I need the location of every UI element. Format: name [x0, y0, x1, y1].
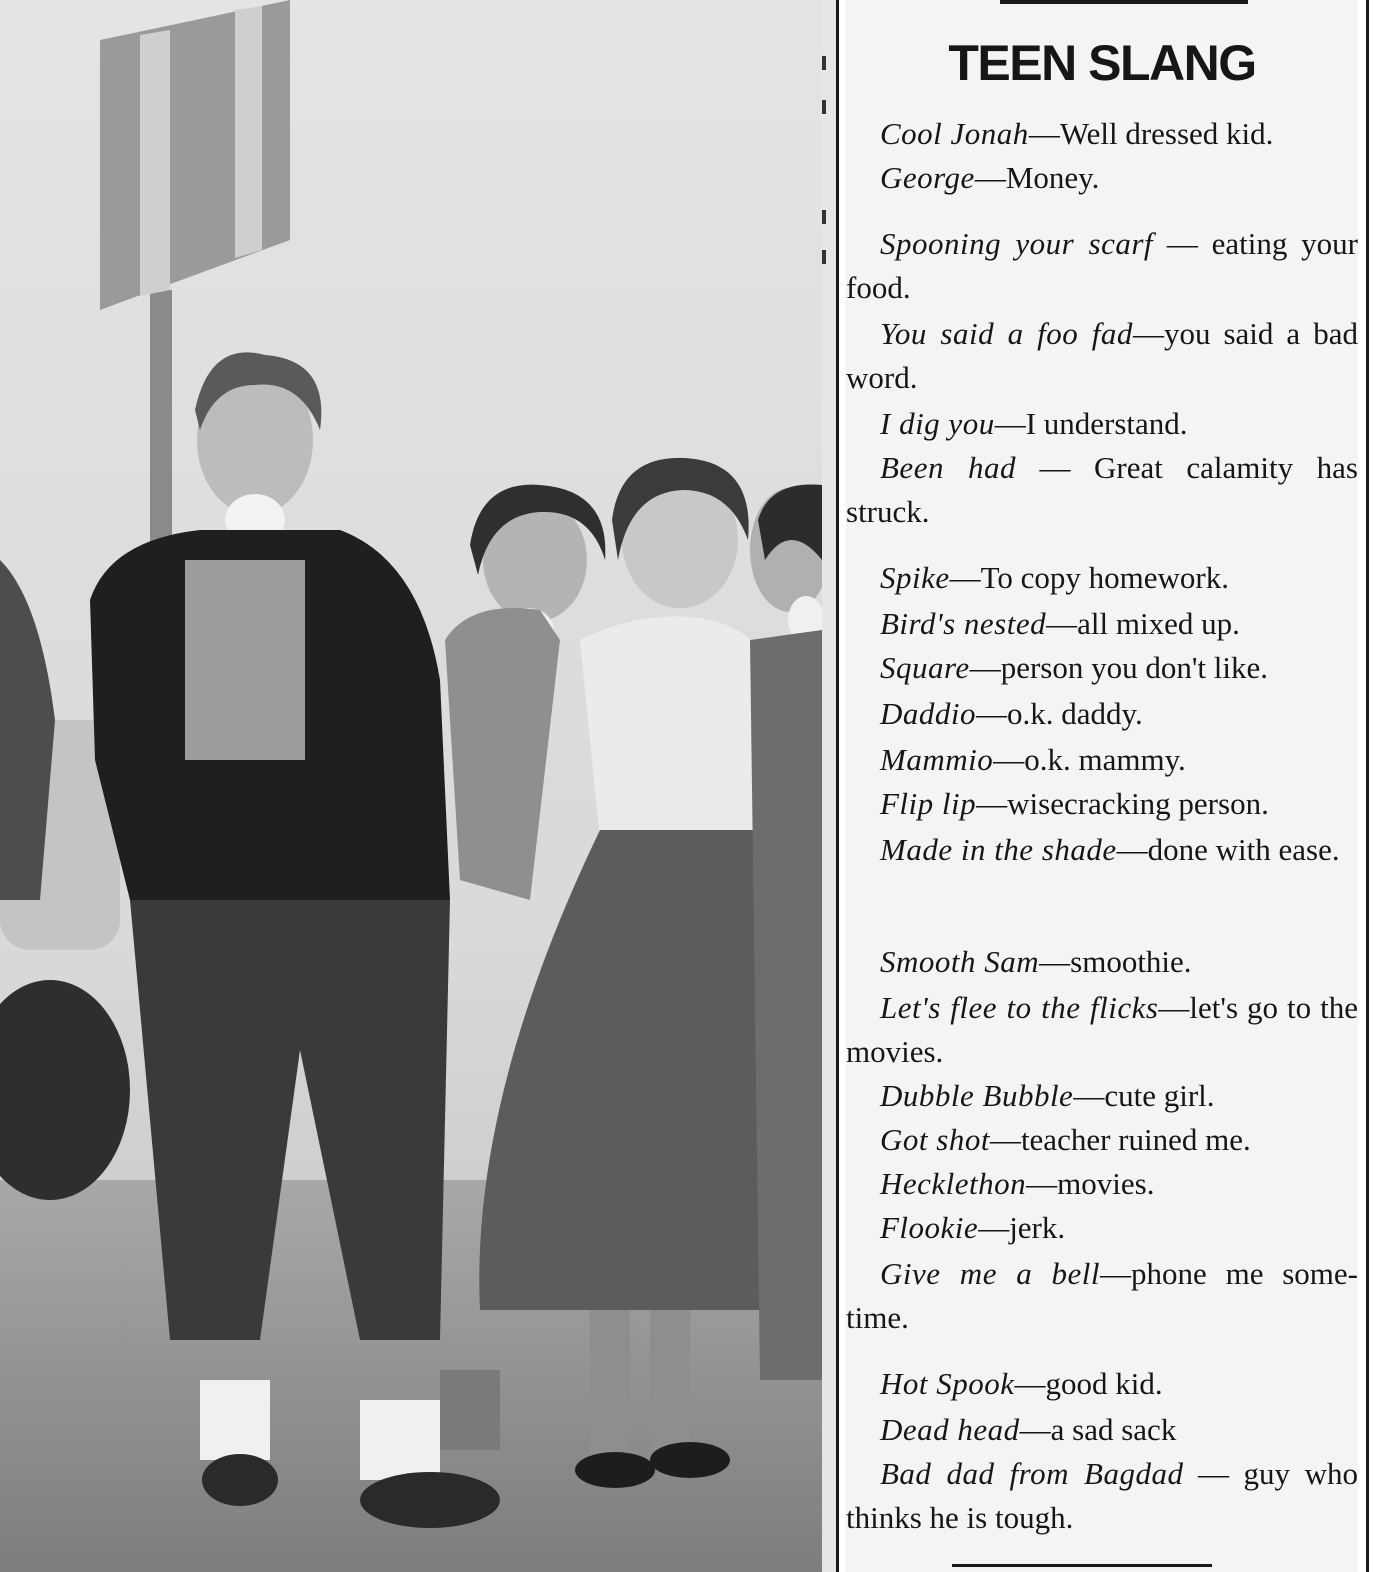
slang-entry — [846, 986, 1358, 1074]
slang-term: Spooning your scarf — [880, 226, 1154, 261]
column-rule-bottom — [952, 1564, 1212, 1567]
slang-term: Bird's nested — [880, 606, 1047, 641]
slang-term: Flip lip — [880, 786, 977, 821]
column-rule-left — [836, 0, 839, 1572]
slang-term: Hecklethon — [880, 1166, 1027, 1201]
slang-entry — [846, 782, 1358, 826]
slang-definition: —all mixed up. — [1046, 606, 1240, 641]
slang-entry — [846, 1252, 1358, 1340]
slang-entry — [846, 1206, 1358, 1250]
slang-definition: —wisecracking person. — [976, 786, 1269, 821]
slang-entry — [846, 828, 1358, 872]
slang-entry — [846, 1362, 1358, 1406]
slang-entry — [846, 556, 1358, 600]
slang-term: Bad dad from Bagdad — [880, 1456, 1184, 1491]
gutter-mark — [822, 100, 826, 114]
slang-term: Give me a bell — [880, 1256, 1101, 1291]
slang-term: Hot Spook — [880, 1366, 1015, 1401]
slang-definition: —o.k. mammy. — [993, 742, 1186, 777]
slang-definition: — guy who thinks he is tough. — [846, 1456, 1358, 1535]
slang-definition: —movies. — [1026, 1166, 1155, 1201]
slang-term: Square — [880, 650, 970, 685]
slang-term: Been had — [880, 450, 1016, 485]
slang-definition: —good kid. — [1014, 1366, 1163, 1401]
slang-definition: —I understand. — [994, 406, 1188, 441]
slang-term: Flookie — [880, 1210, 979, 1245]
slang-term: Mammio — [880, 742, 994, 777]
slang-entry — [846, 940, 1358, 984]
slang-entry — [846, 446, 1358, 534]
slang-entry — [846, 738, 1358, 782]
slang-term: Cool Jonah — [880, 116, 1029, 151]
slang-entry — [846, 156, 1358, 200]
slang-definition: —jerk. — [978, 1210, 1066, 1245]
gutter-mark — [822, 250, 826, 264]
slang-definition: —person you don't like. — [969, 650, 1269, 685]
slang-entry — [846, 1162, 1358, 1206]
slang-entry — [846, 646, 1358, 690]
slang-definition: —smoothie. — [1039, 944, 1192, 979]
slang-entry — [846, 1452, 1358, 1540]
headline: TEEN SLANG — [948, 35, 1256, 91]
slang-definition: —To copy homework. — [949, 560, 1230, 595]
slang-term: Dubble Bubble — [880, 1078, 1074, 1113]
slang-entry — [846, 1118, 1358, 1162]
column-rule-right — [1366, 0, 1369, 1572]
slang-entry — [846, 112, 1358, 156]
slang-definition: —done with ease. — [1116, 832, 1340, 867]
slang-term: Daddio — [880, 696, 976, 731]
slang-definition: — eating your food. — [846, 226, 1358, 305]
slang-term: Smooth Sam — [880, 944, 1040, 979]
slang-definition: —you said a bad word. — [846, 316, 1358, 395]
slang-entry — [846, 312, 1358, 400]
slang-definition: — Great calamity has struck. — [846, 450, 1358, 529]
slang-definition: —teacher ruined me. — [989, 1122, 1251, 1157]
slang-term: Made in the shade — [880, 832, 1117, 867]
gutter-mark — [822, 210, 826, 224]
gutter-mark — [822, 56, 826, 70]
slang-definition: —a sad sack — [1019, 1412, 1177, 1447]
slang-definition: —o.k. daddy. — [976, 696, 1143, 731]
slang-entry — [846, 1074, 1358, 1118]
slang-definition: —phone me some-time. — [846, 1256, 1359, 1335]
slang-entry — [846, 692, 1358, 736]
slang-definition: —cute girl. — [1073, 1078, 1215, 1113]
slang-term: Let's flee to the flicks — [880, 990, 1159, 1025]
slang-entry — [846, 1408, 1358, 1452]
slang-definition: —Money. — [974, 160, 1100, 195]
slang-definition: —Well dressed kid. — [1028, 116, 1274, 151]
slang-entry — [846, 222, 1358, 310]
slang-term: Spike — [880, 560, 950, 595]
slang-entry — [846, 402, 1358, 446]
slang-entry — [846, 602, 1358, 646]
slang-definition: —let's go to the movies. — [846, 990, 1358, 1069]
text-column — [846, 0, 1358, 1572]
slang-term: I dig you — [880, 406, 995, 441]
slang-term: George — [880, 160, 975, 195]
column-rule-top — [1000, 0, 1248, 4]
slang-term: Got shot — [880, 1122, 990, 1157]
slang-term: Dead head — [880, 1412, 1020, 1447]
slang-term: You said a foo fad — [880, 316, 1133, 351]
